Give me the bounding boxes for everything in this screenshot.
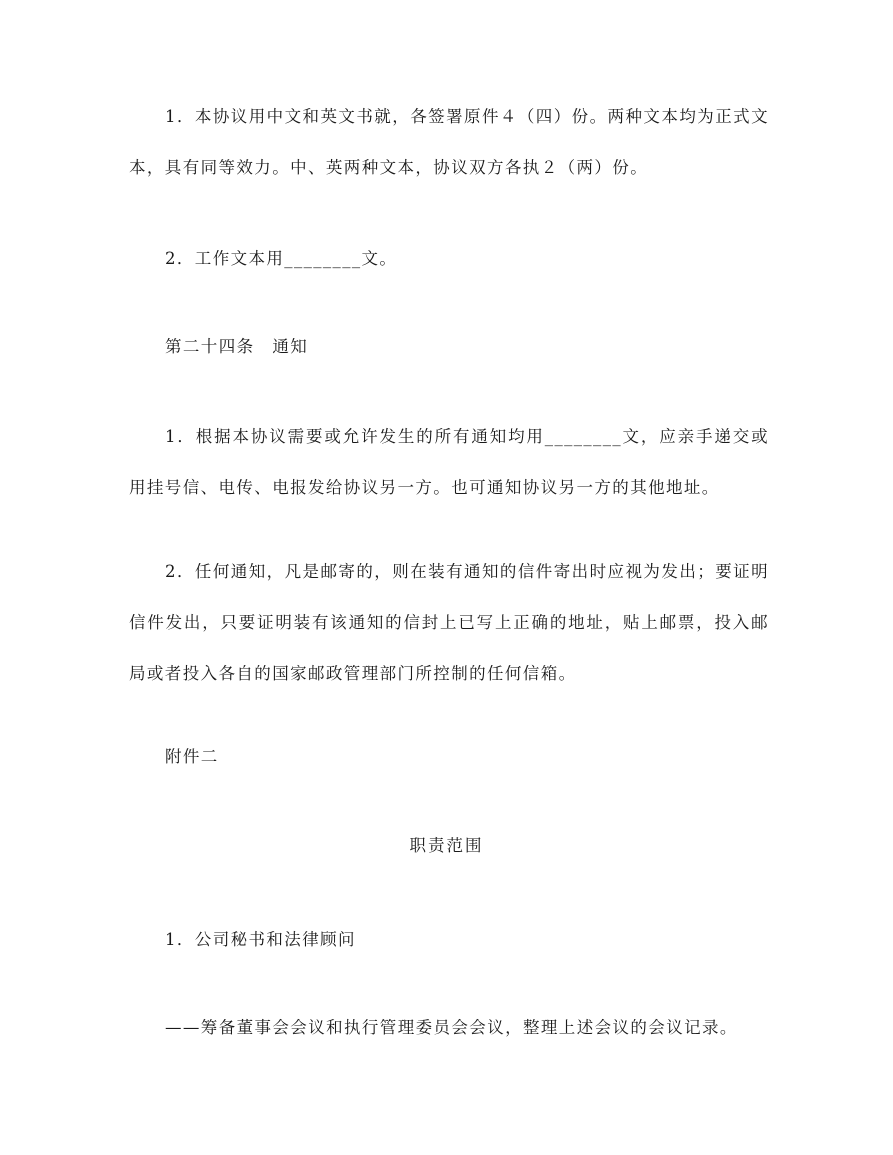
item-1-heading: 1．公司秘书和法律顾问	[165, 930, 356, 949]
item-1-bullet: ——筹备董事会会议和执行管理委员会会议，整理上述会议的会议记录。	[165, 1018, 738, 1037]
paragraph-working-language: 2．工作文本用________文。	[165, 249, 398, 268]
annex-2-title: 职责范围	[409, 836, 484, 855]
annex-2-heading: 附件二	[165, 747, 219, 766]
paragraph-notice-mailing: 2．任何通知，凡是邮寄的，则在装有通知的信件寄出时应视为发出；要证明信件发出，只要证明装有该通知的信封上已写上正确的地址，贴上邮票，投入邮局或者投入各自的国家邮政管理部门所控制的任何信箱。	[129, 562, 769, 683]
paragraph-original-copies: 1．本协议用中文和英文书就，各签署原件４（四）份。两种文本均为正式文本，具有同等效力。中、英两种文本，协议双方各执２（两）份。	[129, 107, 769, 177]
paragraph-notice-language: 1．根据本协议需要或允许发生的所有通知均用________文，应亲手递交或用挂号信、电传、电报发给协议另一方。也可通知协议另一方的其他地址。	[129, 427, 769, 497]
article-24-heading: 第二十四条 通知	[165, 337, 309, 356]
